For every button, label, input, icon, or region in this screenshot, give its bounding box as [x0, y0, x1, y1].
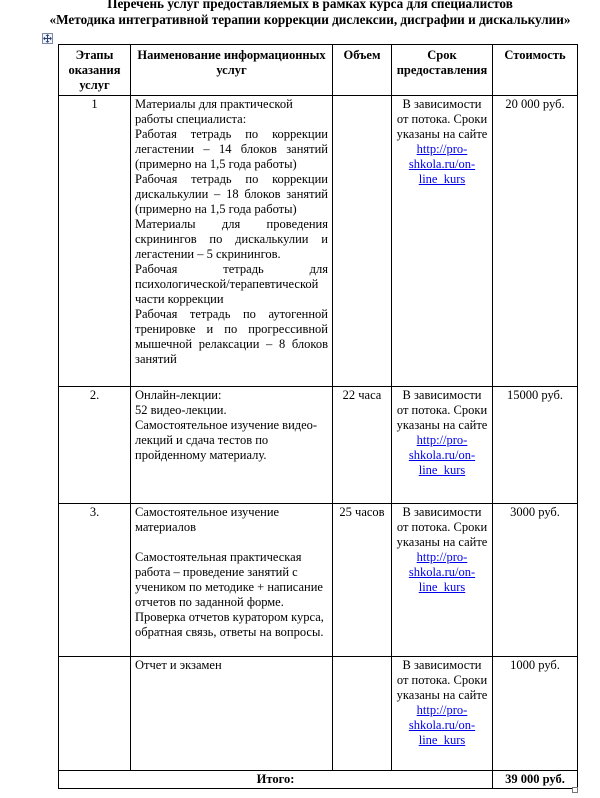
row-1-name-line: Рабочая тетрадь для психологической/терапевтической части коррекции: [135, 262, 328, 306]
table-row: [59, 657, 578, 771]
row-4-term-text: В зависимости от потока. Сроки указаны на сайте: [396, 658, 488, 702]
row-1-name-line: Работая тетрадь по коррекции легастении – 14 блоков занятий (примерно на 1,5 года работы): [135, 127, 328, 171]
row-2-name-line: 52 видео-лекции.: [135, 403, 227, 417]
title-line-2: «Методика интегративной терапии коррекции дислексии, дисграфии и дискалькулии»: [49, 12, 571, 27]
row-2-term: [392, 387, 493, 504]
row-3-term-text: В зависимости от потока. Сроки указаны на сайте: [396, 505, 488, 549]
table-row: [59, 387, 578, 504]
row-3-name: [131, 504, 333, 657]
row-2-volume: 22 часа: [333, 387, 392, 504]
row-2-term-text: В зависимости от потока. Сроки указаны на сайте: [396, 388, 488, 432]
row-4-stage: [59, 657, 131, 771]
row-3-name-line: Самостоятельное изучение материалов: [135, 505, 280, 534]
row-1-term: [392, 96, 493, 387]
row-4-cost: 1000 руб.: [493, 657, 578, 771]
row-3-term: [392, 504, 493, 657]
document-title: [40, 0, 580, 28]
header-cost: Стоимость: [493, 45, 578, 96]
row-3-volume: 25 часов: [333, 504, 392, 657]
row-1-volume: [333, 96, 392, 387]
row-1-name: [131, 96, 333, 387]
header-stage: Этапы оказания услуг: [59, 45, 131, 96]
row-1-name-line: Материалы для проведения скринингов по дискалькулии и легастении – 5 скринингов.: [135, 217, 328, 261]
site-link[interactable]: http://pro-shkola.ru/on-line_kurs: [408, 550, 476, 594]
header-name: Наименование информационных услуг: [131, 45, 333, 96]
row-4-term: [392, 657, 493, 771]
total-label: Итого:: [59, 771, 493, 789]
row-4-name-line: Отчет и экзамен: [135, 658, 222, 672]
row-2-stage: 2.: [59, 387, 131, 504]
row-2-name-line: Самостоятельное изучение видео-лекций и сдача тестов по пройденному материалу.: [135, 418, 318, 462]
row-1-term-text: В зависимости от потока. Сроки указаны на сайте: [396, 97, 488, 141]
row-2-name: [131, 387, 333, 504]
header-term: Срок предоставления: [392, 45, 493, 96]
row-1-name-line: Рабочая тетрадь по коррекции дискалькулии – 18 блоков занятий (примерно на 1,5 года работы): [135, 172, 328, 216]
row-3-name-line: Самостоятельная практическая работа – проведение занятий с учеником по методике + написание отчетов по заданной форме. Проверка отчетов куратором курса, обратная связь, ответы на вопросы.: [135, 550, 324, 639]
row-1-cost: 20 000 руб.: [493, 96, 578, 387]
header-volume: Объем: [333, 45, 392, 96]
site-link[interactable]: http://pro-shkola.ru/on-line_kurs: [408, 703, 476, 747]
table-header-row: [59, 45, 578, 96]
table-move-handle-icon[interactable]: [42, 33, 53, 44]
row-4-name: [131, 657, 333, 771]
site-link[interactable]: http://pro-shkola.ru/on-line_kurs: [408, 142, 476, 186]
row-1-name-line: Рабочая тетрадь по аутогенной тренировке и по прогрессивной мышечной релаксации – 8 блоков занятий: [135, 307, 328, 366]
site-link[interactable]: http://pro-shkola.ru/on-line_kurs: [408, 433, 476, 477]
title-line-1: Перечень услуг предоставляемых в рамках курса для специалистов: [107, 0, 513, 11]
row-3-stage: 3.: [59, 504, 131, 657]
total-value: 39 000 руб.: [493, 771, 578, 789]
row-4-volume: [333, 657, 392, 771]
row-1-name-line: Материалы для практической работы специалиста:: [135, 97, 293, 126]
total-row: [59, 771, 578, 789]
table-resize-handle[interactable]: [572, 787, 578, 793]
table-row: [59, 504, 578, 657]
row-3-cost: 3000 руб.: [493, 504, 578, 657]
row-1-stage: 1: [59, 96, 131, 387]
row-2-cost: 15000 руб.: [493, 387, 578, 504]
services-table: [58, 44, 578, 789]
table-row: [59, 96, 578, 387]
row-2-name-line: Онлайн-лекции:: [135, 388, 222, 402]
